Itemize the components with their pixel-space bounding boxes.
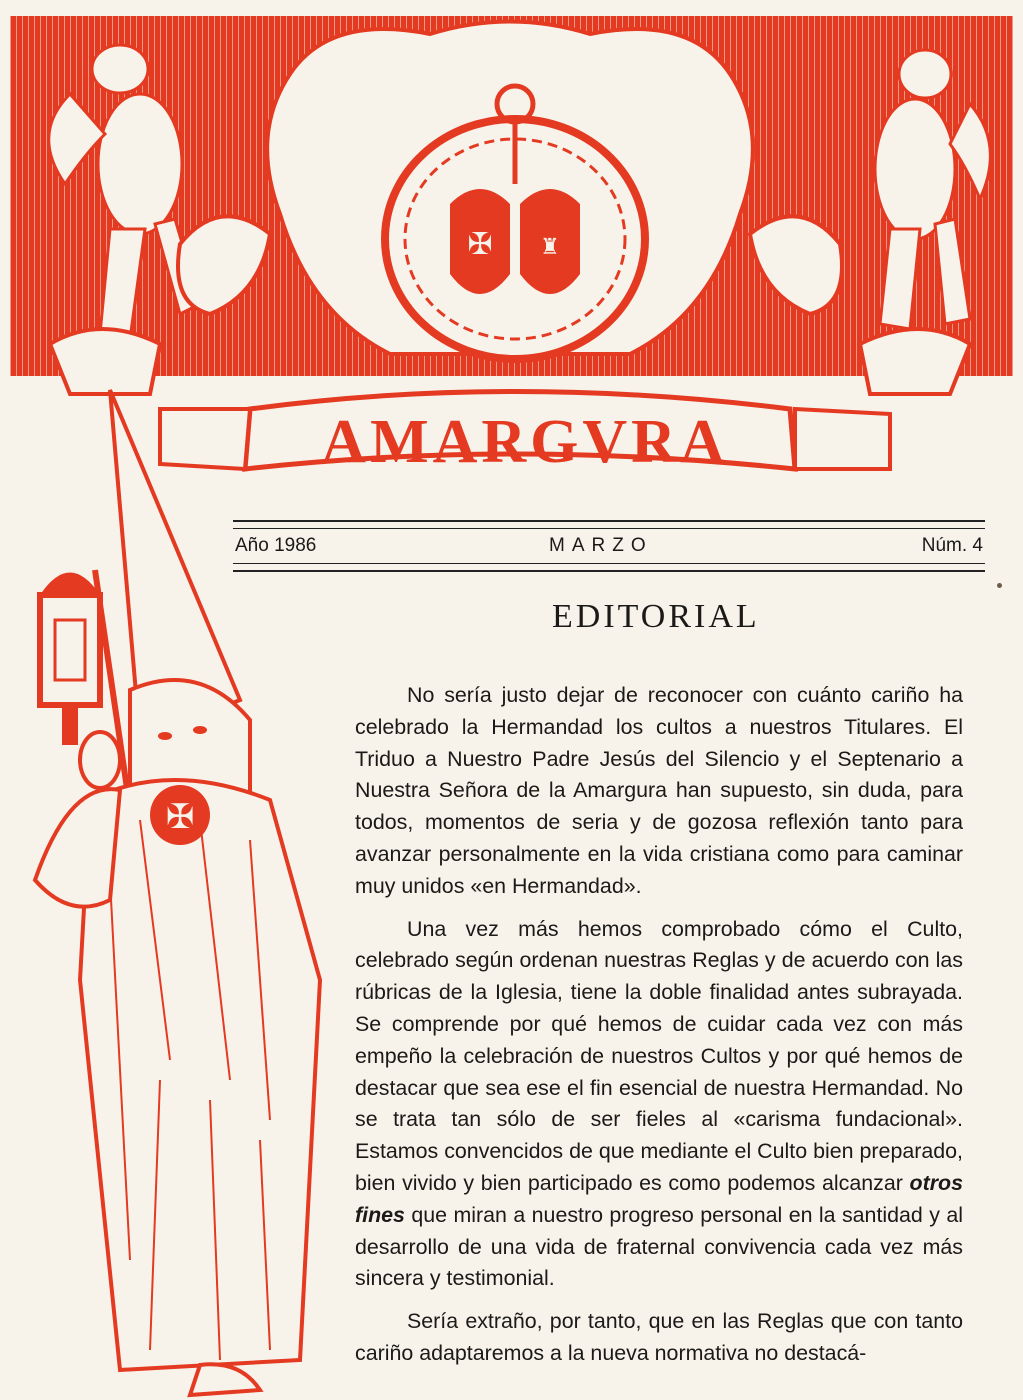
issue-info-bar bbox=[233, 520, 985, 572]
magazine-title: AMARGVRA bbox=[321, 408, 729, 476]
nazareno-icon bbox=[0, 360, 345, 1400]
issue-month: MARZO bbox=[549, 535, 653, 556]
ink-speck bbox=[997, 583, 1002, 588]
lantern-icon bbox=[40, 573, 100, 746]
paragraph: Una vez más hemos comprobado cómo el Culto, celebrado según ordenan nuestras Reglas y de acuerdo con las rúbricas de la Iglesia, tiene la doble finalidad antes subrayada. Se comprende por qué hemos de cuidar cada vez con más empeño la celebración de nuestros Cultos y por qué hemos de destacar que sea ese el fin esencial de nuestra Hermandad. No se trata tan sólo de ser fieles al «carisma fundacional». Estamos convencidos de que mediante el Culto bien preparado, bien vivido y bien participado es como podemos alcanzar otros fines que miran a nuestro progreso personal en la santidad y al desarrollo de una vida de fraternal convivencia cada vez más sincera y testimonial. bbox=[355, 916, 963, 1291]
paragraph: Sería extraño, por tanto, que en las Reglas que con tanto cariño adaptaremos a la nueva normativa no destacá- bbox=[355, 1309, 963, 1365]
issue-year: Año 1986 bbox=[235, 535, 317, 556]
paragraph: No sería justo dejar de reconocer con cuánto cariño ha celebrado la Hermandad los cultos a nuestros Titulares. El Triduo a Nuestro Padre Jesús del Silencio y el Septenario a Nuestra Señora de la Amargura han supuesto, sin duda, para todos, momentos de seria y de gozosa reflexión tanto para avanzar personalmente en la vida cristiana como para caminar muy unidos «en Hermandad». bbox=[355, 683, 963, 898]
issue-number: Núm. 4 bbox=[921, 535, 983, 556]
svg-text:♜: ♜ bbox=[540, 235, 560, 260]
svg-text:✠: ✠ bbox=[165, 797, 195, 837]
editorial-title: EDITORIAL bbox=[552, 598, 760, 635]
editorial-body bbox=[355, 680, 963, 1370]
emphasis: otros fines bbox=[355, 1170, 963, 1227]
svg-text:✠: ✠ bbox=[467, 227, 493, 262]
